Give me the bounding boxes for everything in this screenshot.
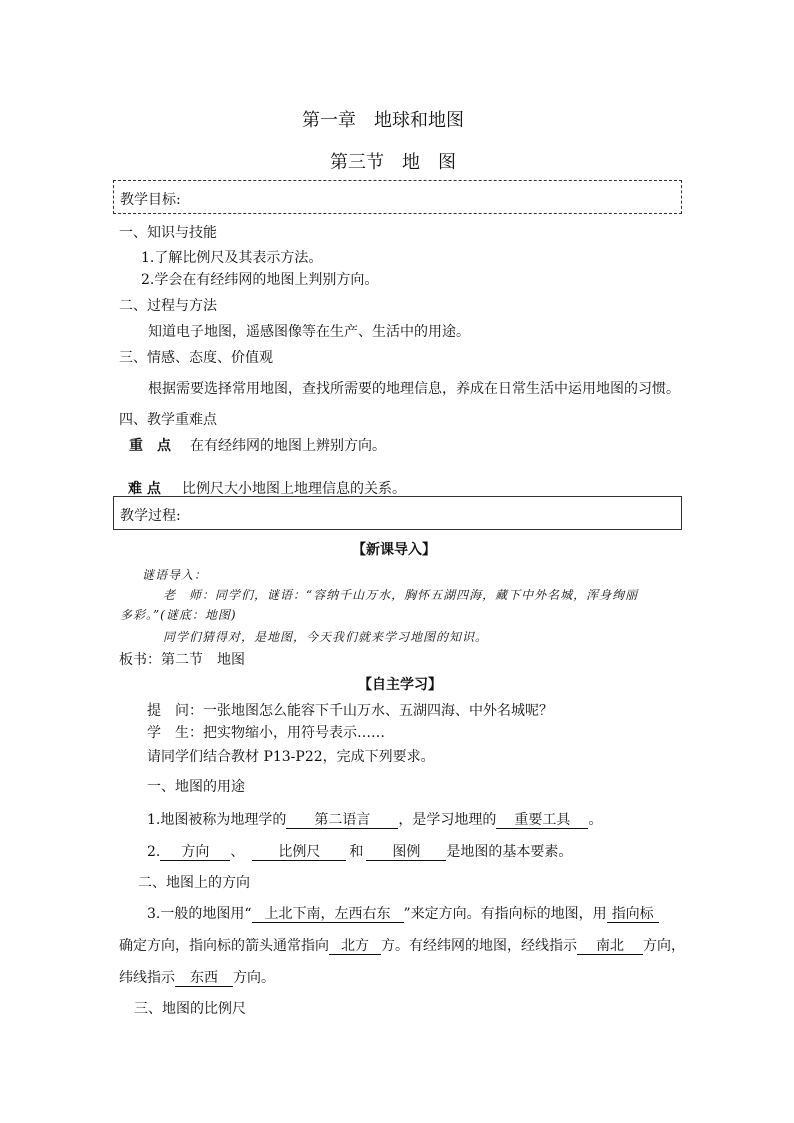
q2-text-e: 是地图的基本要素。 <box>446 844 573 860</box>
q1-text-c: ，是学习地理的 <box>398 812 497 828</box>
question-3-line-2 <box>119 935 685 955</box>
key-point-text: 在有经纬网的地图上辨别方向。 <box>190 438 386 454</box>
q3-text-h: 方向。 <box>233 970 275 986</box>
q2-blank-3: 图例 <box>366 844 446 861</box>
q2-blank-1: 方向 <box>160 844 230 861</box>
question-ask: 提 问：一张地图怎么能容下千山万水、五湖四海、中外名城呢？ <box>147 703 553 719</box>
goals-box <box>113 180 682 214</box>
self-study-heading: 【自主学习】 <box>358 677 442 693</box>
q1-text-a: 1.地图被称为地理学的 <box>147 812 287 828</box>
intro-line-4: 同学们猜得对，是地图，今天我们就来学习地图的知识。 <box>163 630 489 644</box>
intro-line-3: 多彩。”(谜底：地图) <box>120 608 237 622</box>
question-3-line-3 <box>119 967 275 987</box>
goal-heading-3: 三、情感、态度、价值观 <box>119 350 273 366</box>
question-1 <box>147 809 602 829</box>
subsection-3: 三、地图的比例尺 <box>134 1001 246 1017</box>
student-answer: 学 生：把实物缩小，用符号表示…… <box>147 725 385 741</box>
intro-heading: 【新课导入】 <box>352 542 436 558</box>
study-requirement: 请同学们结合教材 P13-P22，完成下列要求。 <box>147 749 435 765</box>
q3-text-a: 3.一般的地图用“ <box>147 906 252 922</box>
q1-blank-1: 第二语言 <box>286 812 398 829</box>
q3-blank-1: 上北下南，左西右东 <box>252 906 404 923</box>
goal-item-2: 2.学会在有经纬网的地图上判别方向。 <box>141 272 379 288</box>
q3-blank-4: 南北 <box>577 938 643 955</box>
subsection-1: 一、地图的用途 <box>147 779 245 795</box>
goal-text-3: 根据需要选择常用地图，查找所需要的地理信息，养成在日常生活中运用地图的习惯。 <box>148 381 680 397</box>
difficulty-text: 比例尺大小地图上地理信息的关系。 <box>182 481 406 497</box>
goal-text-2: 知道电子地图，遥感图像等在生产、生活中的用途。 <box>148 324 470 340</box>
q3-blank-2: 指向标 <box>607 906 659 923</box>
question-2 <box>147 841 572 861</box>
goal-heading-1: 一、知识与技能 <box>119 225 217 241</box>
process-box-label: 教学过程: <box>120 508 181 524</box>
q2-text-a: 2. <box>147 844 161 860</box>
goals-box-label: 教学目标: <box>120 192 181 208</box>
key-point-label: 重 点 <box>129 438 171 454</box>
q2-text-c: 、 <box>230 844 245 860</box>
section-title: 第三节 地 图 <box>330 152 456 173</box>
goal-heading-4: 四、教学重难点 <box>119 412 217 428</box>
q2-text-d: 和 <box>349 844 364 860</box>
subsection-2: 二、地图上的方向 <box>138 875 250 891</box>
question-3-line-1 <box>147 903 659 923</box>
q1-blank-2: 重要工具 <box>496 812 588 829</box>
process-box <box>113 496 682 530</box>
q3-text-f: 方向， <box>643 938 685 954</box>
intro-line-2: 老 师：同学们，谜语：“容纳千山万水，胸怀五湖四海，藏下中外名城，浑身绚丽 <box>163 588 639 602</box>
goal-heading-2: 二、过程与方法 <box>119 298 217 314</box>
q3-text-e: 方。有经纬网的地图，经线指示 <box>381 938 577 954</box>
q3-text-d: 确定方向，指向标的箭头通常指向 <box>119 938 329 954</box>
q3-text-c: ”来定方向。有指向标的地图，用 <box>403 906 607 922</box>
goal-item-1: 1.了解比例尺及其表示方法。 <box>141 250 323 266</box>
q3-text-g: 纬线指示 <box>119 970 175 986</box>
chapter-title: 第一章 地球和地图 <box>302 110 464 131</box>
difficulty-label: 难 点 <box>128 481 161 497</box>
q1-text-d: 。 <box>588 812 603 828</box>
board-text: 板书：第二节 地图 <box>119 652 245 668</box>
q2-blank-2: 比例尺 <box>252 844 346 861</box>
q3-blank-3: 北方 <box>329 938 381 955</box>
q3-blank-5: 东西 <box>175 970 233 987</box>
intro-line-1: 谜语导入： <box>142 568 208 582</box>
